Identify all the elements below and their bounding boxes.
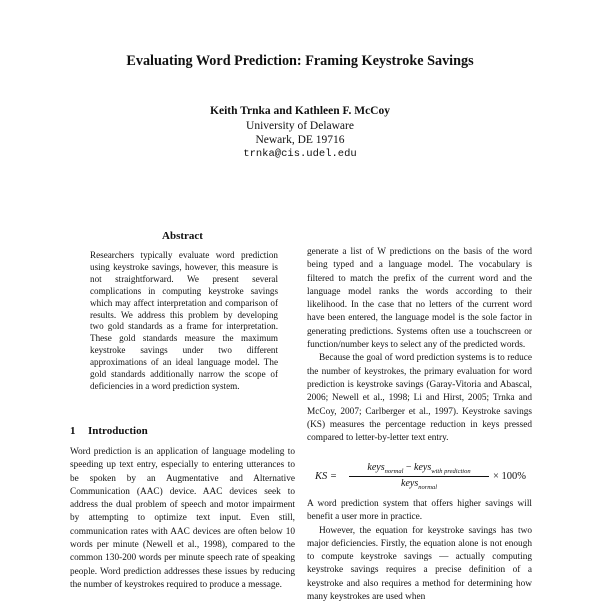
author-names: Keith Trnka and Kathleen F. McCoy — [210, 105, 390, 117]
right-paragraph-1: generate a list of W predictions on the basis of the word being typed and a language model. The vocabulary is filtered to match the prefix of the current word and the language model ranks the words according to their likelihood. In the case that no letters of the current word have been entered, the language model is the sole factor in generating predictions. Systems often use a touchscreen or function/number keys to select any of the predicted words. — [307, 247, 532, 351]
equation-multiplier: × 100% — [493, 471, 527, 482]
right-paragraph-4: However, the equation for keystroke savings has two major deficiencies. Firstly, the equation alone is not enough to compute keystroke savings — actually computing keystroke savings requires a precise definition of a keystroke and also requires a method for determining how many keystrokes are used when — [307, 525, 532, 603]
keystroke-savings-equation — [307, 462, 532, 494]
equation-denominator: keys$_{normal}$ — [401, 478, 437, 491]
section-title: Introduction — [88, 425, 148, 437]
right-column-body-top — [307, 246, 532, 445]
abstract-text: Researchers typically evaluate word prediction using keystroke savings, however, this measure is not straightforward. We present several complications in computing keystroke savings which may affect interpretation and comparison of results. We address this problem by developing two gold standards as a frame for interpretation. These gold standards measure the maximum keystroke savings under two different approximations of an ideal language model. The gold standards additionally narrow the scope of deficiencies in a word prediction system. — [90, 250, 278, 391]
left-column-body — [70, 446, 295, 592]
author-email[interactable]: trnka@cis.udel.edu — [243, 148, 357, 160]
equation-lhs: KS = — [315, 471, 337, 482]
right-paragraph-2: Because the goal of word prediction systems is to reduce the number of keystrokes, the primary evaluation for word prediction is keystroke savings (Garay-Vitoria and Abascal, 2006; Newell et al., 1998; Li and Hirst, 2005; Trnka and McCoy, 2007; Carlberger et al., 1997). Keystroke savings (KS) measures the percentage reduction in keys pressed compared to letter-by-letter text entry. — [307, 353, 532, 444]
right-column-body-bottom — [307, 498, 532, 604]
section-number: 1 — [70, 425, 76, 437]
equation-numerator: keys$_{normal}$ − keys$_{with prediction}$ — [349, 462, 489, 477]
paper-title: Evaluating Word Prediction: Framing Keystroke Savings — [126, 53, 474, 69]
right-paragraph-3: A word prediction system that offers higher savings will benefit a user more in practice. — [307, 499, 532, 523]
abstract-heading: Abstract — [162, 230, 203, 242]
section-heading-introduction — [70, 425, 148, 437]
equation-fraction — [349, 462, 489, 491]
author-location: Newark, DE 19716 — [255, 134, 345, 146]
intro-paragraph-1: Word prediction is an application of language modeling to speeding up text entry, especially to entering utterances to be spoken by an Augmentative and Alternative Communication (AAC) device. AAC devices seek to address the dual problem of speech and motor impairment by attempting to optimize text input. Even still, communication rates with AAC devices are often below 10 words per minute (Newell et al., 1998), compared to the common 130-200 words per minute speech rate of speaking people. Word prediction addresses these issues by reducing the number of keystrokes required to produce a message. — [70, 447, 295, 590]
author-institution: University of Delaware — [246, 120, 354, 132]
